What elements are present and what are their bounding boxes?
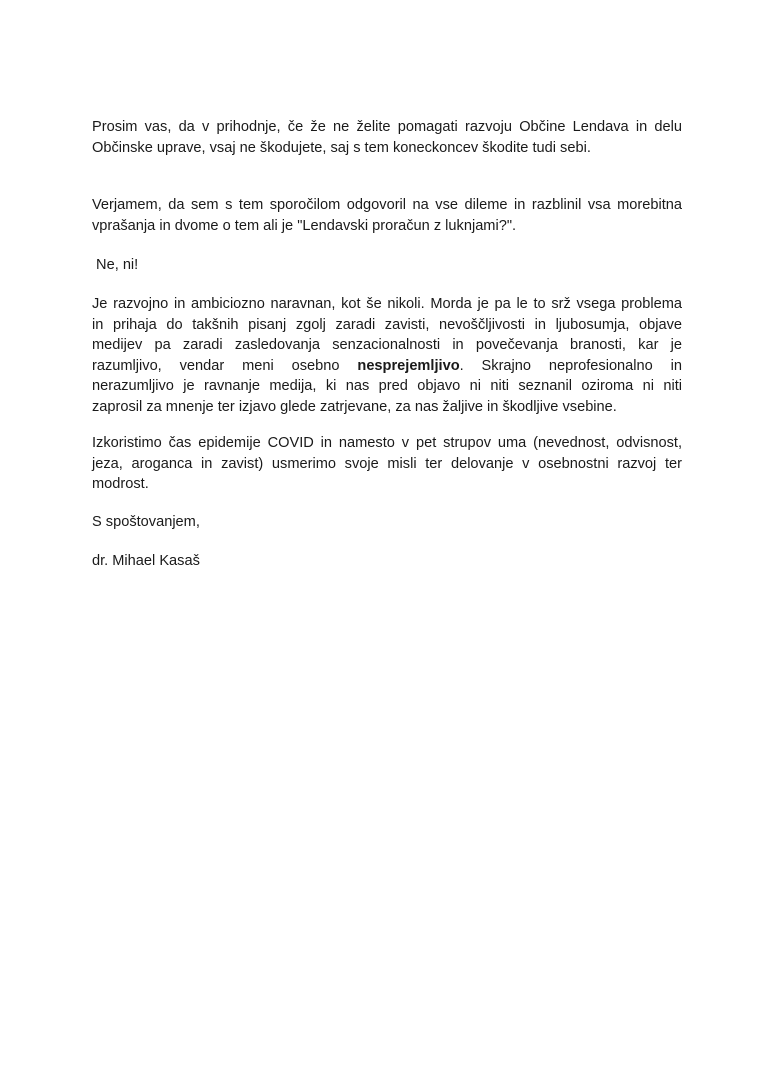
text-line: medijev pa zaradi zasledovanja senzacionalnosti in povečevanja branosti, kar je xyxy=(92,337,682,353)
text-line: modrost. xyxy=(92,476,149,492)
text-segment: . Skrajno neprofesionalno in xyxy=(459,357,683,374)
text-line: jeza, aroganca in zavist) usmerimo svoje misli ter delovanje v osebnostni razvoj ter xyxy=(92,455,682,472)
closing xyxy=(92,512,682,533)
signature xyxy=(92,551,682,572)
paragraph-request xyxy=(92,117,682,158)
text-line: nerazumljivo je ravnanje medija, ki nas pred objavo ni niti seznanil oziroma ni niti xyxy=(92,378,682,394)
text-line: Izkoristimo čas epidemije COVID in namesto v pet strupov uma (nevednost, odvisnost, xyxy=(92,435,682,451)
paragraph-explanation xyxy=(92,294,682,417)
emphasis-text: nesprejemljivo xyxy=(357,357,460,374)
text-line: Verjamem, da sem s tem sporočilom odgovoril na vse dileme in razblinil vsa morebitna xyxy=(92,197,682,213)
text-line: Občinske uprave, vsaj ne škodujete, saj s tem koneckoncev škodite tudi sebi. xyxy=(92,139,591,156)
signature-text: dr. Mihael Kasaš xyxy=(92,553,200,569)
text-line: Je razvojno in ambiciozno naravnan, kot še nikoli. Morda je pa le to srž vsega problema xyxy=(92,296,682,312)
text-line: Prosim vas, da v prihodnje, če že ne želite pomagati razvoju Občine Lendava in delu xyxy=(92,119,682,135)
paragraph-epidemic xyxy=(92,433,682,495)
text-line: vprašanja in dvome o tem ali je "Lendavski proračun z luknjami?". xyxy=(92,217,517,234)
text-segment: razumljivo, vendar meni osebno xyxy=(92,357,358,374)
paragraph-answer xyxy=(92,255,682,276)
text-line: in prihaja do takšnih pisanj zgolj zaradi zavisti, nevoščljivosti in ljubosumja, objave xyxy=(92,316,682,333)
paragraph-belief xyxy=(92,195,682,236)
text-line: zaprosil za mnenje ter izjavo glede zatrjevane, za nas žaljive in škodljive vsebine. xyxy=(92,398,617,415)
text-line: Ne, ni! xyxy=(92,257,139,273)
text-line xyxy=(92,356,682,377)
closing-text: S spoštovanjem, xyxy=(92,514,200,530)
